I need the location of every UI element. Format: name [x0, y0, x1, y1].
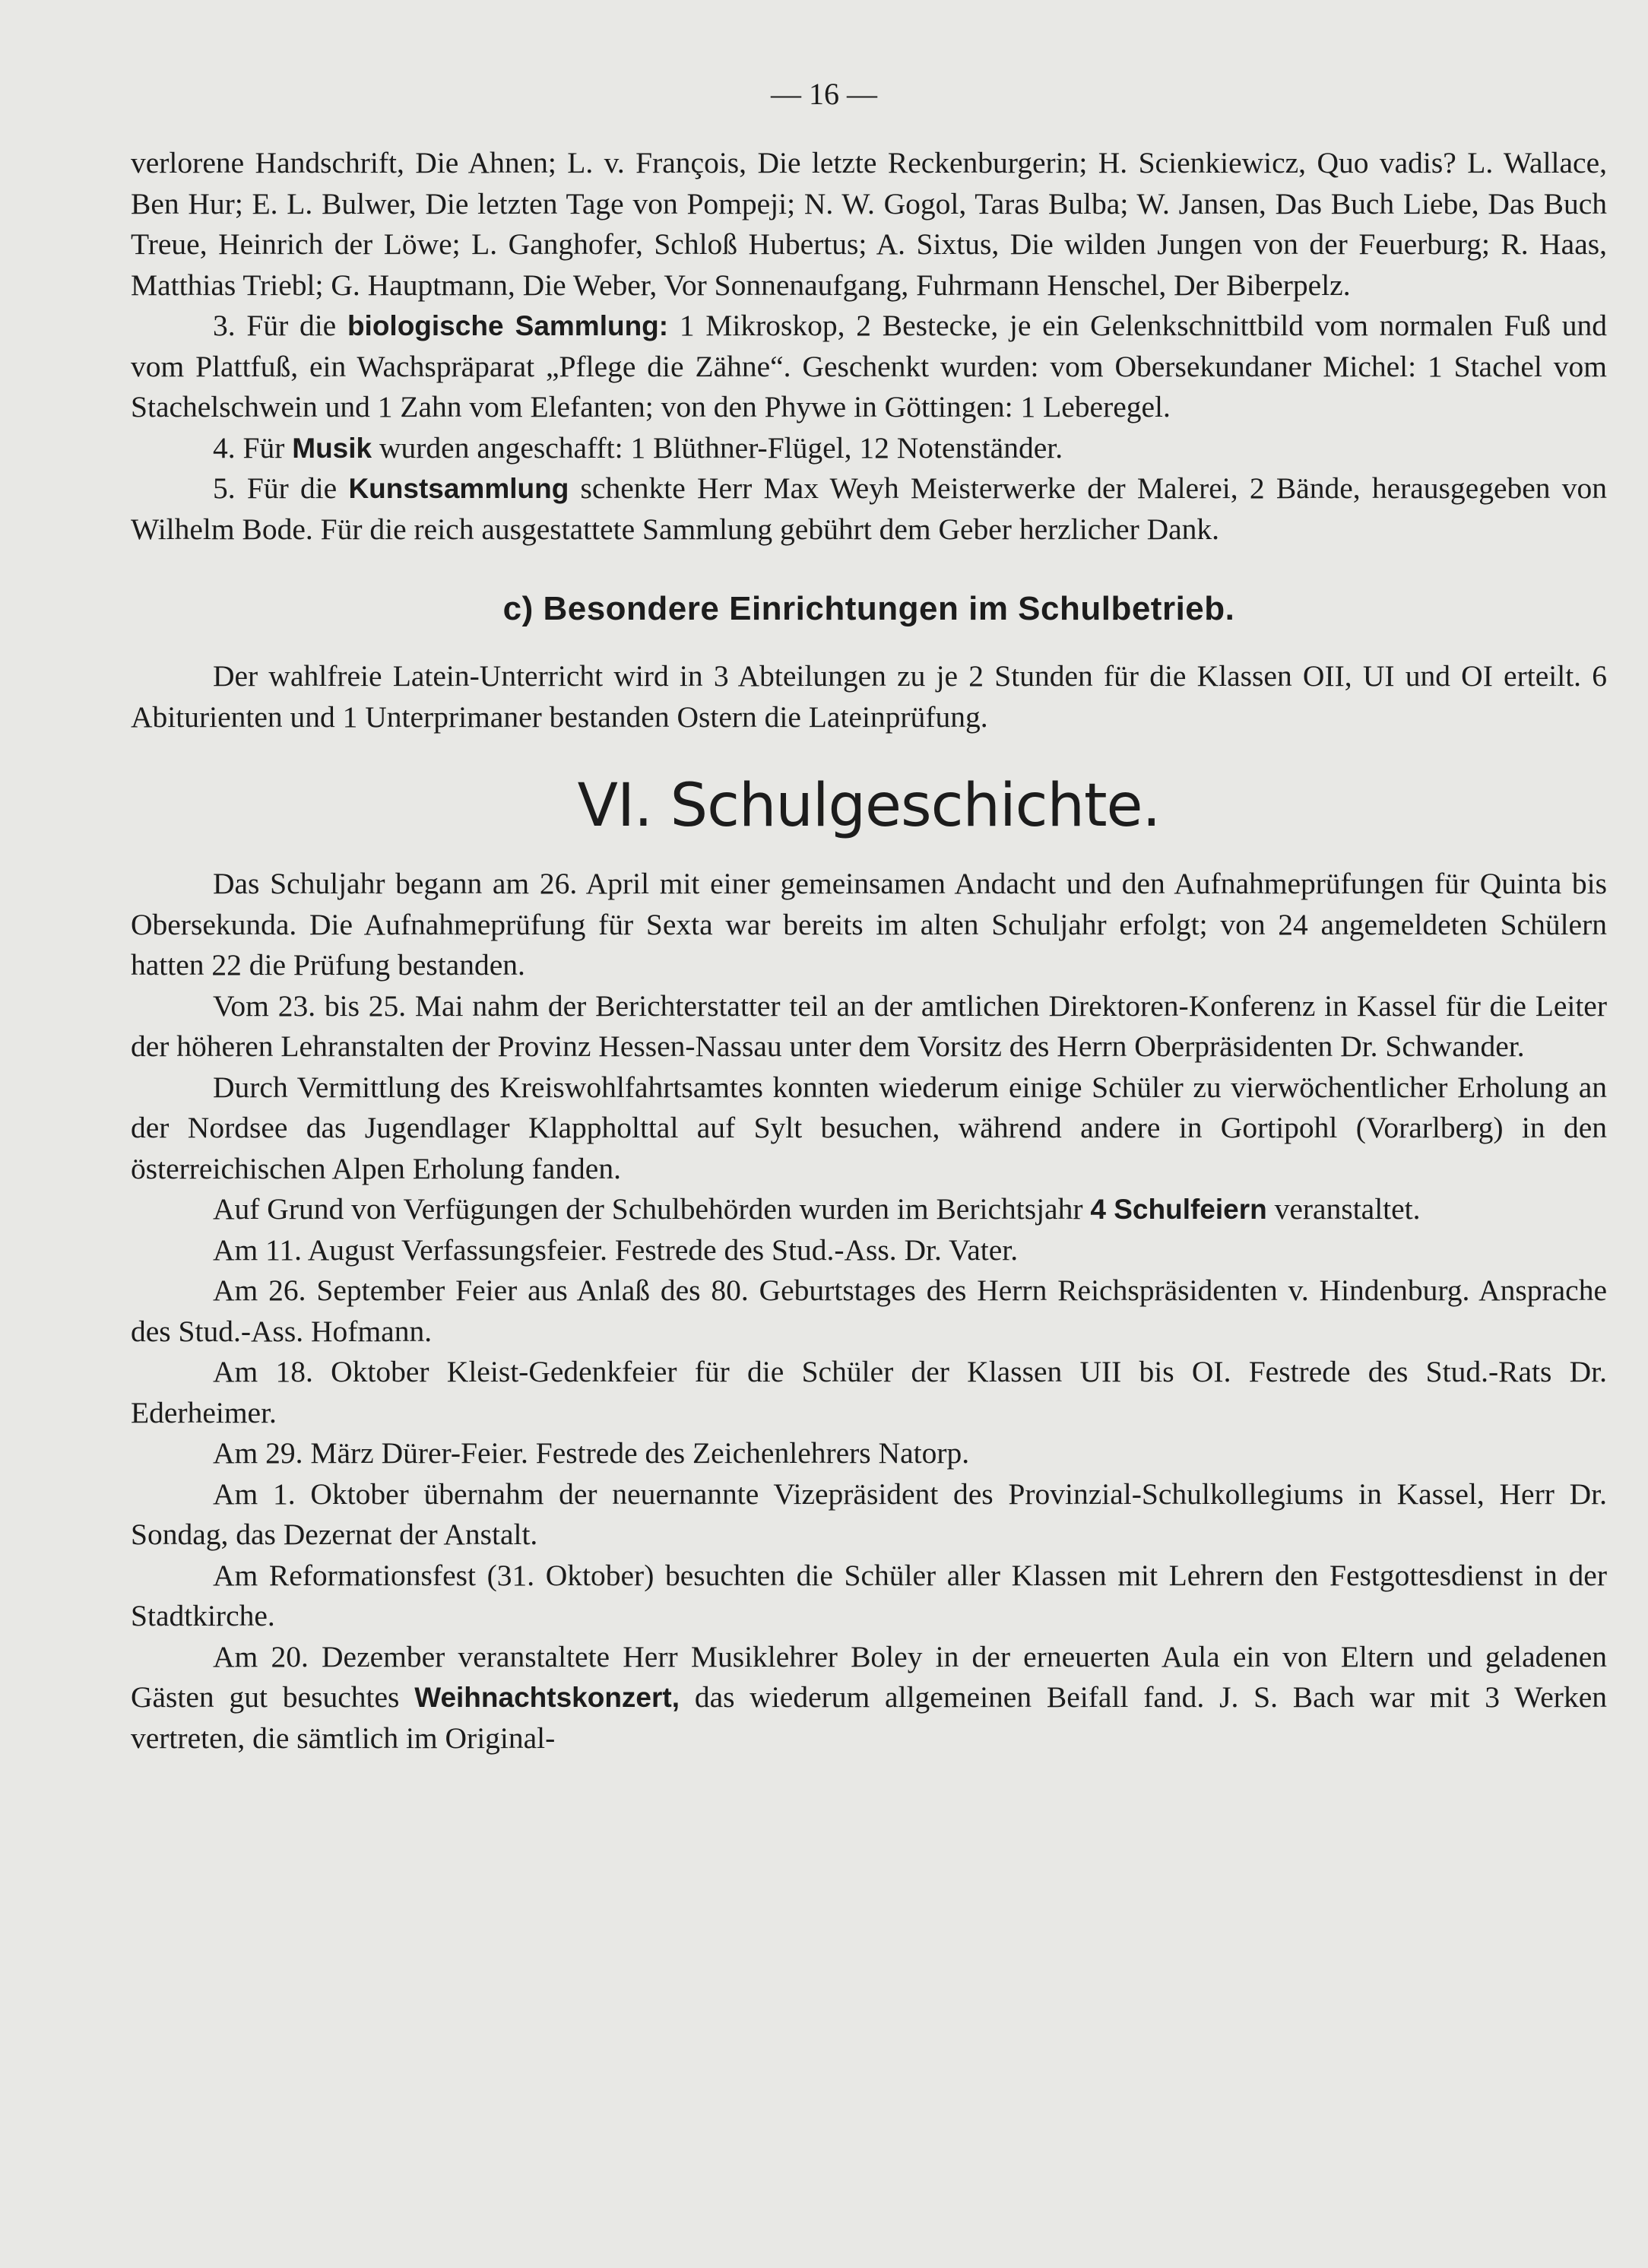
concert-keyword: Weihnachtskonzert, — [414, 1682, 680, 1713]
item-3-text: 1 Mikroskop, 2 Bestecke, je ein Gelenkschnittbild vom normalen Fuß und vom Plattfuß, ein Wachspräparat „Pflege die Zähne“. Geschenkt wurden: vom Obersekundaner Michel: 1 Stachel vom Stachelschwein und 1 Zahn vom Elefanten; von den Phywe in Göttingen: 1 Leberegel. — [131, 309, 1607, 423]
item-4-text: wurden angeschafft: 1 Blüthner-Flügel, 12 Notenständer. — [372, 430, 1063, 465]
item-music — [131, 428, 1607, 469]
paragraph-school-year: Das Schuljahr begann am 26. April mit einer gemeinsamen Andacht und den Aufnahmeprüfungen für Quinta bis Obersekunda. Die Aufnahmeprüfung für Sexta war bereits im alten Schuljahr erfolgt; von 24 angemeldeten Schülern hatten 22 die Prüfung bestanden. — [131, 867, 1607, 982]
paragraph-reformation: Am Reformationsfest (31. Oktober) besuchten die Schüler aller Klassen mit Lehrern den Festgottesdienst in der Stadtkirche. — [131, 1558, 1607, 1632]
section-vi-heading: VI. Schulgeschichte. — [577, 772, 1161, 840]
page-number: — 16 — — [771, 77, 877, 111]
concert-suffix: das wiederum allgemeinen Beifall fand. J. S. Bach war mit 3 Werken vertreten, die sämtlich im Original- — [131, 1680, 1607, 1755]
item-3-prefix: 3. Für die — [213, 309, 347, 342]
concert-prefix: Am 20. Dezember veranstaltete Herr Musiklehrer Boley in der erneuerten Aula ein von Eltern und geladenen Gästen gut besuchtes — [131, 1639, 1607, 1714]
paragraph-recreation: Durch Vermittlung des Kreiswohlfahrtsamtes konnten wiederum einige Schüler zu vierwöchentlicher Erholung an der Nordsee das Jugendlager Klappholttal auf Sylt besuchen, während andere in Gortipohl (Vorarlberg) in den österreichischen Alpen Erholung fanden. — [131, 1070, 1607, 1185]
item-4-prefix: 4. Für — [213, 430, 293, 465]
paragraph-school-celebrations — [131, 1189, 1607, 1230]
item-5-prefix: 5. Für die — [213, 471, 349, 505]
paragraph-christmas-concert — [131, 1637, 1607, 1759]
celebrations-prefix: Auf Grund von Verfügungen der Schulbehörden wurden im Berichtsjahr — [213, 1192, 1091, 1226]
section-c-text: Der wahlfreie Latein-Unterricht wird in 3 Abteilungen zu je 2 Stunden für die Klassen OII, UI und OI erteilt. 6 Abiturienten und 1 Unterprimaner bestanden Ostern die Lateinprüfung. — [131, 659, 1607, 734]
item-biology-collection — [131, 306, 1607, 428]
item-art-collection — [131, 468, 1607, 550]
paragraph-duerer: Am 29. März Dürer-Feier. Festrede des Zeichenlehrers Natorp. — [213, 1436, 970, 1470]
book-list-continuation: verlorene Handschrift, Die Ahnen; L. v. François, Die letzte Reckenburgerin; H. Scienkiewicz, Quo vadis? L. Wallace, Ben Hur; E. L. Bulwer, Die letzten Tage von Pompeji; N. W. Gogol, Taras Bulba; W. Jansen, Das Buch Liebe, Das Buch Treue, Heinrich der Löwe; L. Ganghofer, Schloß Hubertus; A. Sixtus, Die wilden Jungen von der Feuerburg; R. Haas, Matthias Triebl; G. Hauptmann, Die Weber, Vor Sonnenaufgang, Fuhrmann Henschel, Der Biberpelz. — [131, 146, 1607, 302]
paragraph-vice-president: Am 1. Oktober übernahm der neuernannte Vizepräsident des Provinzial-Schulkollegiums in Kassel, Herr Dr. Sondag, das Dezernat der Anstalt. — [131, 1477, 1607, 1551]
item-5-text: schenkte Herr Max Weyh Meisterwerke der Malerei, 2 Bände, herausgegeben von Wilhelm Bode. Für die reich ausgestattete Sammlung gebührt dem Geber herzlicher Dank. — [131, 471, 1607, 546]
paragraph-hindenburg: Am 26. September Feier aus Anlaß des 80. Geburtstages des Herrn Reichspräsidenten v. Hindenburg. Ansprache des Stud.-Ass. Hofmann. — [131, 1274, 1607, 1348]
celebrations-suffix: veranstaltet. — [1266, 1192, 1421, 1226]
paragraph-kleist: Am 18. Oktober Kleist-Gedenkfeier für die Schüler der Klassen UII bis OI. Festrede des Stud.-Rats Dr. Ederheimer. — [131, 1355, 1607, 1429]
item-4-keyword: Musik — [292, 432, 372, 464]
item-3-keyword: biologische Sammlung: — [347, 310, 669, 341]
celebrations-count: 4 Schulfeiern — [1090, 1194, 1267, 1225]
section-c-heading: c) Besondere Einrichtungen im Schulbetrieb. — [502, 590, 1235, 627]
page-body — [131, 143, 1607, 1759]
item-5-keyword: Kunstsammlung — [348, 473, 569, 504]
paragraph-conference: Vom 23. bis 25. Mai nahm der Berichterstatter teil an der amtlichen Direktoren-Konferenz in Kassel für die Leiter der höheren Lehranstalten der Provinz Hessen-Nassau unter dem Vorsitz des Herrn Oberpräsidenten Dr. Schwander. — [131, 988, 1607, 1063]
paragraph-constitution-day: Am 11. August Verfassungsfeier. Festrede des Stud.-Ass. Dr. Vater. — [213, 1232, 1019, 1267]
